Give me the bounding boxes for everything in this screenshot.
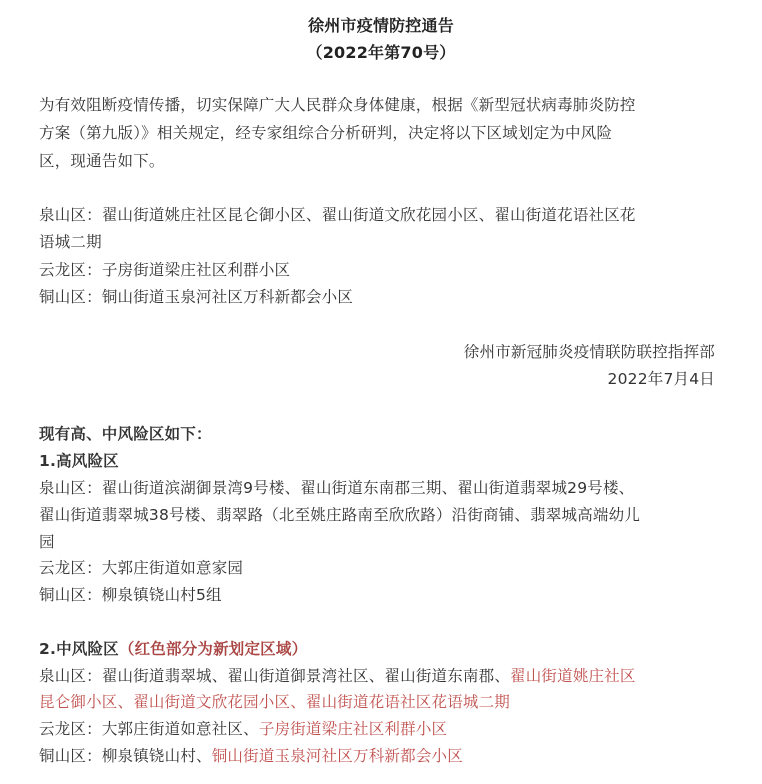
- area-district: 铜山区：: [39, 288, 102, 306]
- district-label: 云龙区：: [39, 720, 102, 738]
- high-risk-line-2: 翟山街道翡翠城38号楼、翡翠路（北至姚庄路南至欣欣路）沿街商铺、翡翠城高端幼儿: [39, 506, 641, 524]
- medium-risk-quanshan-cont: 昆仑御小区、翟山街道文欣花园小区、翟山街道花语社区花语城二期: [39, 693, 511, 711]
- area-quanshan-cont: 语城二期: [39, 233, 102, 251]
- medium-risk-note: （红色部分为新划定区域）: [118, 640, 308, 658]
- new-area: 翟山街道姚庄社区: [510, 667, 636, 685]
- area-text: 铜山街道玉泉河社区万科新都会小区: [101, 288, 354, 306]
- district-label: 泉山区：: [39, 667, 102, 685]
- high-risk-line-3: 园: [39, 533, 55, 551]
- area-text: 子房街道梁庄社区利群小区: [101, 261, 291, 279]
- area-quanshan: [39, 202, 636, 228]
- medium-risk-quanshan: [39, 663, 636, 689]
- intro-line-2: 方案（第九版）》相关规定，经专家组综合分析研判，决定将以下区域划定为中风险: [39, 124, 613, 142]
- intro-line-1: 为有效阻断疫情传播，切实保障广大人民群众身体健康，根据《新型冠状病毒肺炎防控: [39, 96, 636, 114]
- medium-risk-heading: 2.中风险区: [39, 640, 119, 658]
- high-risk-heading: 1.高风险区: [39, 452, 119, 470]
- area-district: 云龙区：: [39, 261, 102, 279]
- notice-title: 徐州市疫情防控通告: [308, 16, 454, 35]
- issue-date: 2022年7月4日: [607, 370, 715, 388]
- new-area: 铜山街道玉泉河社区万科新都会小区: [211, 747, 463, 765]
- district-label: 铜山区：: [39, 747, 102, 765]
- area-tongshan: [39, 284, 353, 310]
- high-risk-line-5: 铜山区：柳泉镇铙山村5组: [39, 586, 222, 604]
- existing-area: 柳泉镇铙山村、: [101, 747, 212, 765]
- high-risk-line-1: 泉山区：翟山街道滨湖御景湾9号楼、翟山街道东南郡三期、翟山街道翡翠城29号楼、: [39, 479, 635, 497]
- intro-line-3: 区，现通告如下。: [39, 152, 165, 170]
- medium-risk-heading-row: [39, 636, 307, 662]
- medium-risk-yunlong: [39, 716, 447, 742]
- existing-area: 大郭庄街道如意社区、: [101, 720, 259, 738]
- area-yunlong: [39, 257, 290, 283]
- high-risk-line-4: 云龙区：大郭庄街道如意家园: [39, 559, 244, 577]
- summary-heading: 现有高、中风险区如下：: [39, 425, 212, 443]
- existing-area: 翟山街道翡翠城、翟山街道御景湾社区、翟山街道东南郡、: [101, 667, 511, 685]
- medium-risk-tongshan: [39, 743, 463, 769]
- notice-number: （2022年第70号）: [306, 43, 456, 62]
- area-district: 泉山区：: [39, 206, 102, 224]
- area-text: 翟山街道姚庄社区昆仑御小区、翟山街道文欣花园小区、翟山街道花语社区花: [101, 206, 636, 224]
- new-area: 子房街道梁庄社区利群小区: [258, 720, 448, 738]
- issuer: 徐州市新冠肺炎疫情联防联控指挥部: [463, 343, 715, 361]
